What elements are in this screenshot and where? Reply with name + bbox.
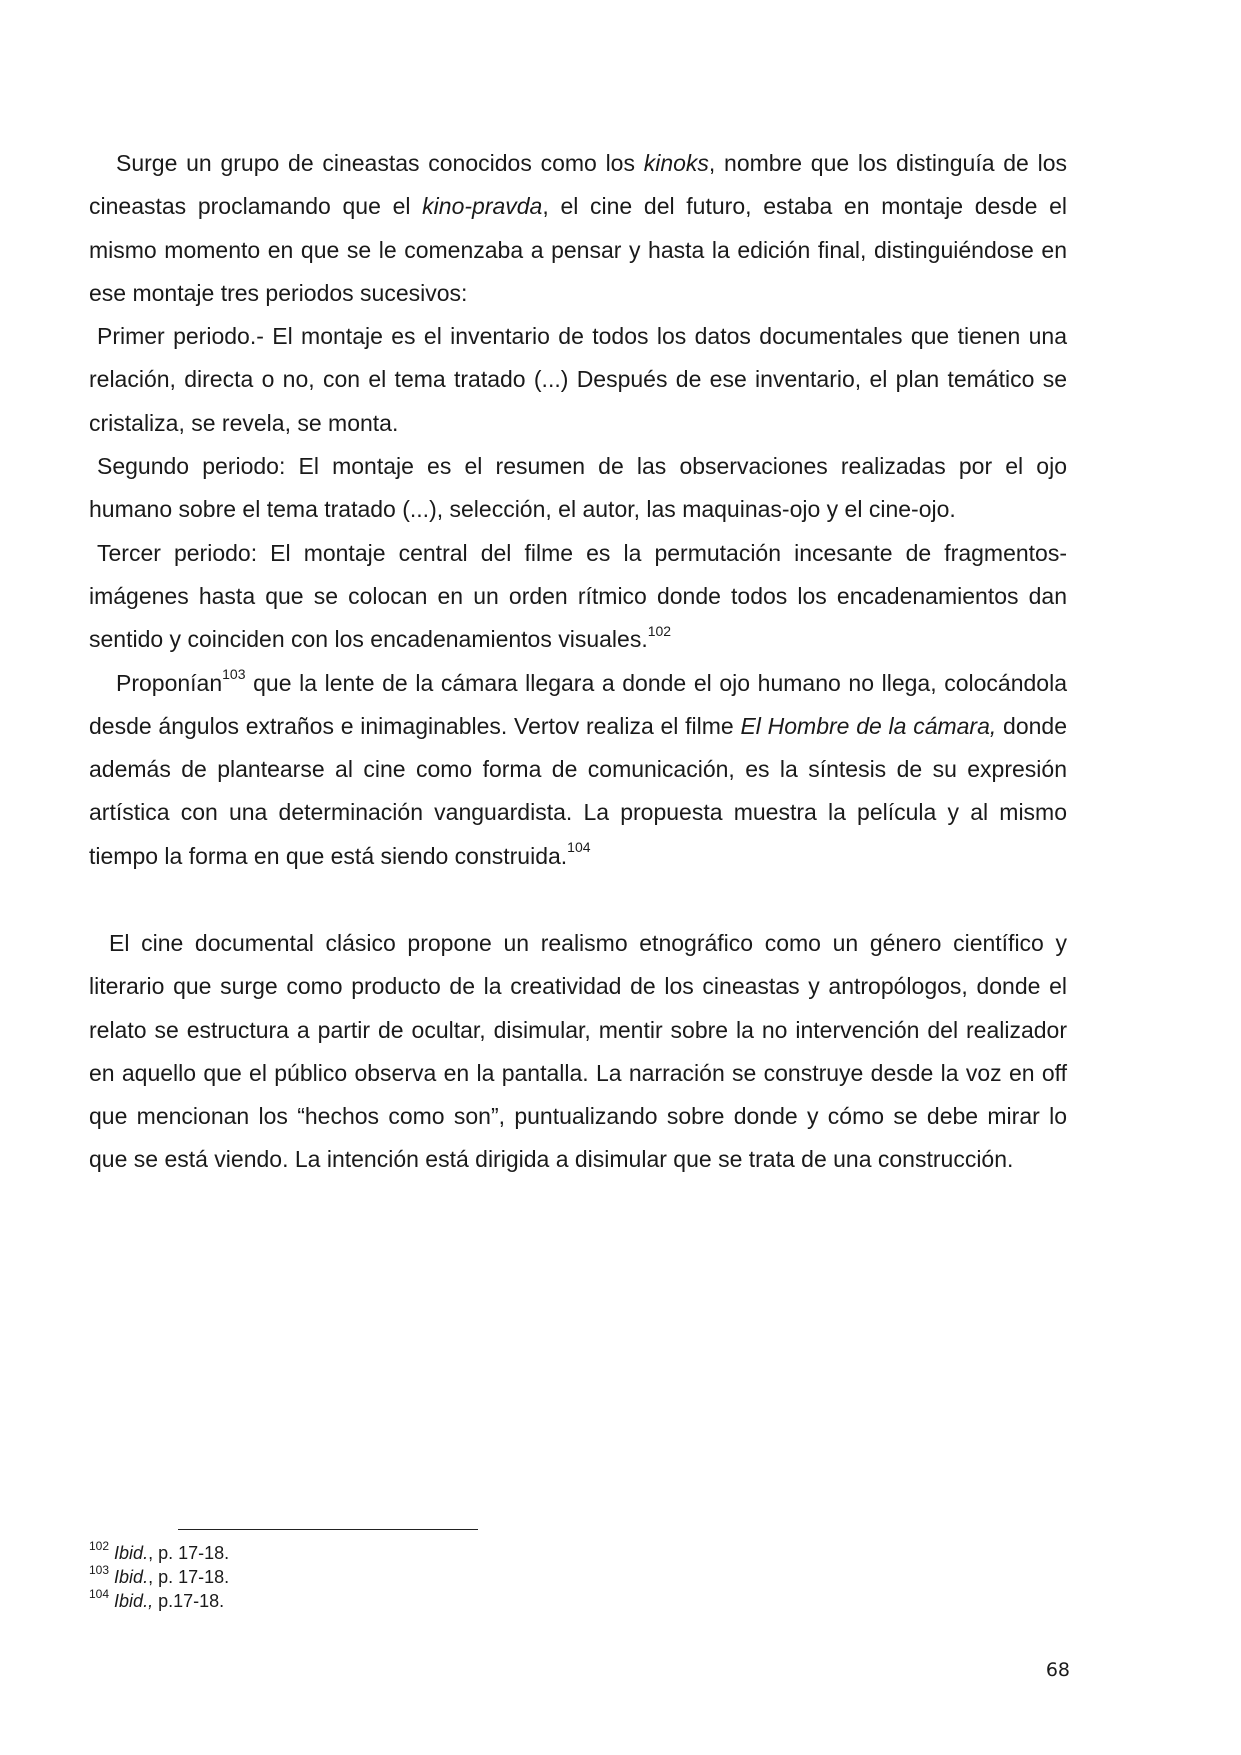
footnote-number: 104	[89, 1587, 110, 1601]
footnote-ref-104[interactable]: 104	[567, 839, 591, 856]
paragraph-text: El cine documental clásico propone un realismo etnográfico como un género científico y literario que surge como producto de la creatividad de los cineastas y antropólogos, donde el relato se estructura a partir de ocultar, disimular, mentir sobre la no intervención del realizador en aquello que el público observa en la pantalla. La narración se construye desde la voz en off que mencionan los “hechos como son”, puntualizando sobre donde y cómo se debe mirar lo que se está viendo. La intención está dirigida a disimular que se trata de una construcción.	[89, 930, 1067, 1173]
footnote-number: 103	[89, 1563, 110, 1577]
paragraph-vertov	[89, 662, 1067, 878]
footnote-ibid: Ibid.	[114, 1543, 149, 1563]
paragraph-first-period	[89, 315, 1067, 445]
footnote-ibid: Ibid.,	[114, 1591, 154, 1611]
footnote-103	[89, 1565, 589, 1589]
footnote-number: 102	[89, 1539, 110, 1553]
italic-term-kino-pravda: kino-pravda	[422, 193, 543, 220]
paragraph-text: Surge un grupo de cineastas conocidos como los	[116, 150, 644, 176]
paragraph-text: Primer periodo.- El montaje es el inventario de todos los datos documentales que tienen una relación, directa o no, con el tema tratado (...) Después de ese inventario, el plan temático se cristaliza, se revela, se monta.	[89, 323, 1067, 436]
paragraph-second-period	[89, 445, 1067, 532]
body-text-block-2	[89, 922, 1067, 1182]
footnote-104	[89, 1589, 589, 1613]
paragraph-documental-clasico	[89, 922, 1067, 1182]
footnote-text: , p. 17-18.	[148, 1543, 230, 1563]
paragraph-text: que la lente de la cámara llegara a donde el ojo humano no llega, colocándola desde ángulos extraños e inimaginables. Vertov realiza el filme	[89, 669, 1067, 739]
paragraph-kinoks	[89, 142, 1067, 315]
footnote-ref-102[interactable]: 102	[647, 622, 672, 639]
footnote-text: p.17-18.	[153, 1591, 225, 1611]
footnote-102	[89, 1541, 589, 1565]
paragraph-text: Segundo periodo: El montaje es el resumen de las observaciones realizadas por el ojo humano sobre el tema tratado (...), selección, el autor, las maquinas-ojo y el cine-ojo.	[89, 453, 1067, 523]
footnote-ibid: Ibid.	[114, 1567, 149, 1587]
body-text-block-1	[89, 142, 1067, 878]
paragraph-text: , el cine del futuro, estaba en montaje desde el mismo momento en que se le comenzaba a pensar y hasta la edición final, distinguiéndose en ese montaje tres periodos sucesivos:	[89, 193, 1067, 306]
paragraph-third-period	[89, 532, 1067, 662]
footnotes	[89, 1541, 589, 1613]
paragraph-text: Tercer periodo: El montaje central del filme es la permutación incesante de fragmentos-imágenes hasta que se colocan en un orden rítmico donde todos los encadenamientos dan sentido y coinciden con los encadenamientos visuales.	[89, 539, 1067, 653]
paragraph-text: donde además de plantearse al cine como forma de comunicación, es la síntesis de su expresión artística con una determinación vanguardista. La propuesta muestra la película y al mismo tiempo la forma en que está siendo construida.	[89, 712, 1067, 869]
italic-film-title: El Hombre de la cámara,	[740, 712, 997, 739]
footnote-ref-103[interactable]: 103	[222, 665, 246, 682]
paragraph-text: Proponían	[116, 669, 223, 696]
page-number: 68	[1045, 1659, 1070, 1681]
italic-term-kinoks: kinoks	[643, 150, 709, 176]
footnote-text: , p. 17-18.	[148, 1567, 230, 1587]
paragraph-text: , nombre que los distinguía de los cineastas proclamando que el	[89, 150, 1067, 220]
footnote-separator	[178, 1529, 478, 1530]
